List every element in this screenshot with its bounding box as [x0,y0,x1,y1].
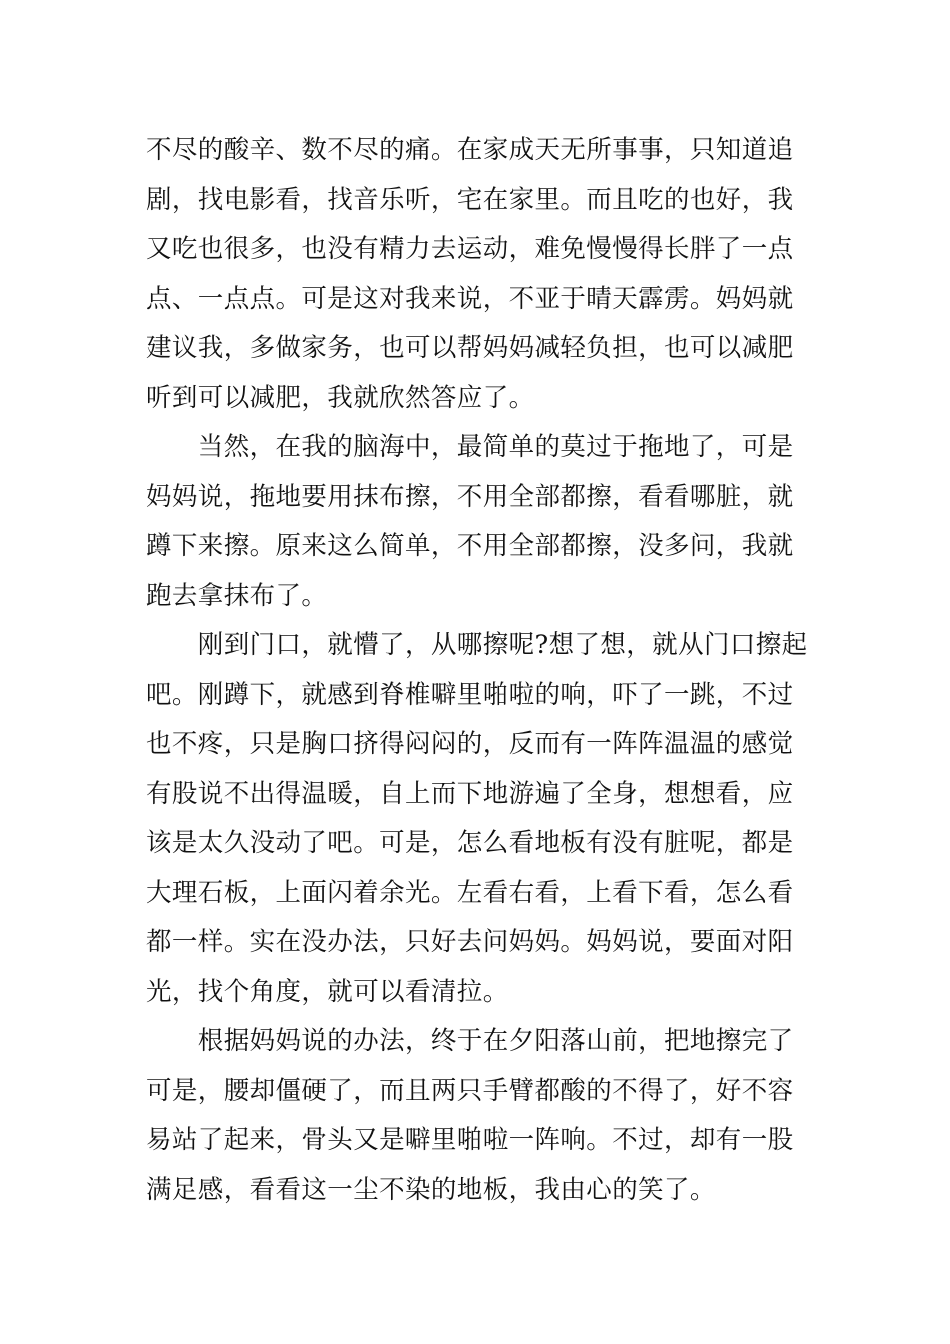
text-line: 听到可以减肥，我就欣然答应了。 [146,382,535,413]
text-line: 妈妈说，拖地要用抹布擦，不用全部都擦，看看哪脏，就 [146,481,794,512]
text-line: 该是太久没动了吧。可是，怎么看地板有没有脏呢，都是 [146,828,794,858]
text-line: 吧。刚蹲下，就感到脊椎噼里啪啦的响，吓了一跳，不过 [146,679,794,710]
text-line: 根据妈妈说的办法，终于在夕阳落山前，把地擦完了 [146,1026,794,1056]
text-line: 易站了起来，骨头又是噼里啪啦一阵响。不过，却有一股 [146,1125,794,1155]
text-line: 刚到门口，就懵了，从哪擦呢?想了想，就从门口擦起 [146,630,808,660]
document-body [146,126,816,1215]
text-line: 当然，在我的脑海中，最简单的莫过于拖地了，可是 [146,432,794,462]
text-line: 剧，找电影看，找音乐听，宅在家里。而且吃的也好，我 [146,184,794,215]
text-line: 跑去拿抹布了。 [146,580,328,611]
text-line: 满足感，看看这一尘不染的地板，我由心的笑了。 [146,1174,716,1205]
text-line: 又吃也很多，也没有精力去运动，难免慢慢得长胖了一点 [146,234,794,264]
text-line: 有股说不出得温暖，自上而下地游遍了全身，想想看，应 [146,778,794,809]
text-line: 点、一点点。可是这对我来说，不亚于晴天霹雳。妈妈就 [146,283,794,314]
text-line: 不尽的酸辛、数不尽的痛。在家成天无所事事，只知道追 [146,135,794,165]
text-line: 光，找个角度，就可以看清拉。 [146,976,509,1007]
text-line: 可是，腰却僵硬了，而且两只手臂都酸的不得了，好不容 [146,1075,794,1106]
paragraph-1 [146,126,816,423]
paragraph-3 [146,621,816,1017]
text-line: 都一样。实在没办法，只好去问妈妈。妈妈说，要面对阳 [146,927,794,957]
paragraph-4 [146,1017,816,1215]
text-line: 大理石板，上面闪着余光。左看右看，上看下看，怎么看 [146,877,794,908]
text-line: 也不疼，只是胸口挤得闷闷的，反而有一阵阵温温的感觉 [146,729,794,759]
text-line: 建议我，多做家务，也可以帮妈妈减轻负担，也可以减肥 [146,333,794,363]
paragraph-2 [146,423,816,621]
text-line: 蹲下来擦。原来这么简单，不用全部都擦，没多问，我就 [146,531,794,561]
